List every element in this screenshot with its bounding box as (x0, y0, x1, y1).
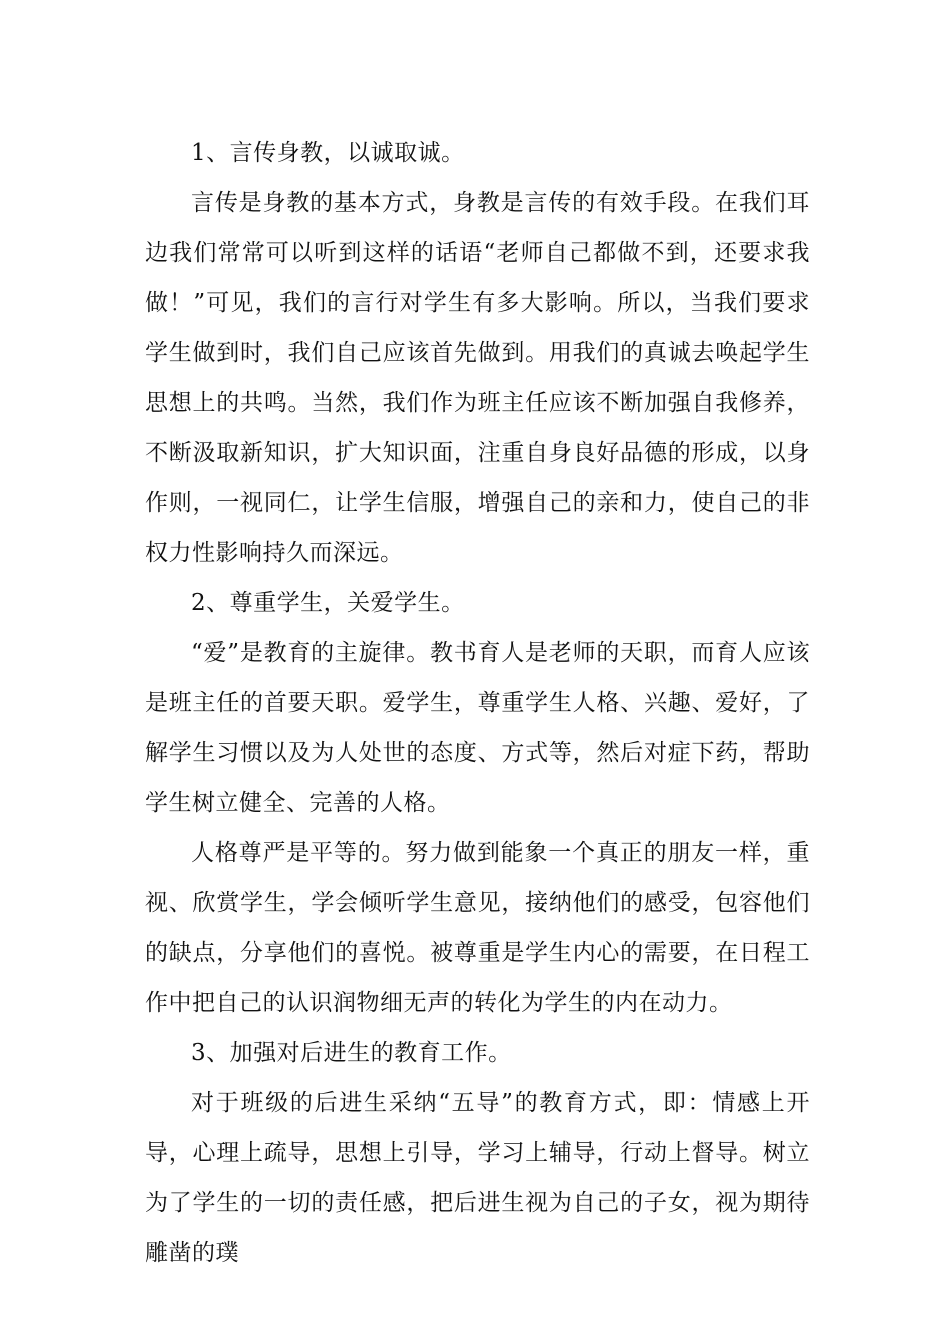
paragraph: 人格尊严是平等的。努力做到能象一个真正的朋友一样，重视、欣赏学生，学会倾听学生意见，接纳他们的感受，包容他们的缺点，分享他们的喜悦。被尊重是学生内心的需要，在日程工作中把自己的认识润物细无声的转化为学生的内在动力。 (145, 840, 810, 1016)
heading-1: 1、言传身教，以诚取诚。 (191, 140, 465, 166)
body-text (145, 128, 810, 1278)
heading-2: 2、尊重学生，关爱学生。 (191, 590, 465, 616)
paragraph: “爱”是教育的主旋律。教书育人是老师的天职，而育人应该是班主任的首要天职。爱学生，尊重学生人格、兴趣、爱好，了解学生习惯以及为人处世的态度、方式等，然后对症下药，帮助学生树立健全、完善的人格。 (145, 640, 810, 816)
heading-3: 3、加强对后进生的教育工作。 (191, 1040, 512, 1066)
paragraph: 对于班级的后进生采纳“五导”的教育方式，即：情感上开导，心理上疏导，思想上引导，学习上辅导，行动上督导。树立为了学生的一切的责任感，把后进生视为自己的子女，视为期待雕凿的璞 (145, 1090, 810, 1266)
paragraph: 言传是身教的基本方式，身教是言传的有效手段。在我们耳边我们常常可以听到这样的话语“老师自己都做不到，还要求我做！”可见，我们的言行对学生有多大影响。所以，当我们要求学生做到时，我们自己应该首先做到。用我们的真诚去唤起学生思想上的共鸣。当然，我们作为班主任应该不断加强自我修养，不断汲取新知识，扩大知识面，注重自身良好品德的形成，以身作则，一视同仁，让学生信服，增强自己的亲和力，使自己的非权力性影响持久而深远。 (145, 190, 810, 566)
